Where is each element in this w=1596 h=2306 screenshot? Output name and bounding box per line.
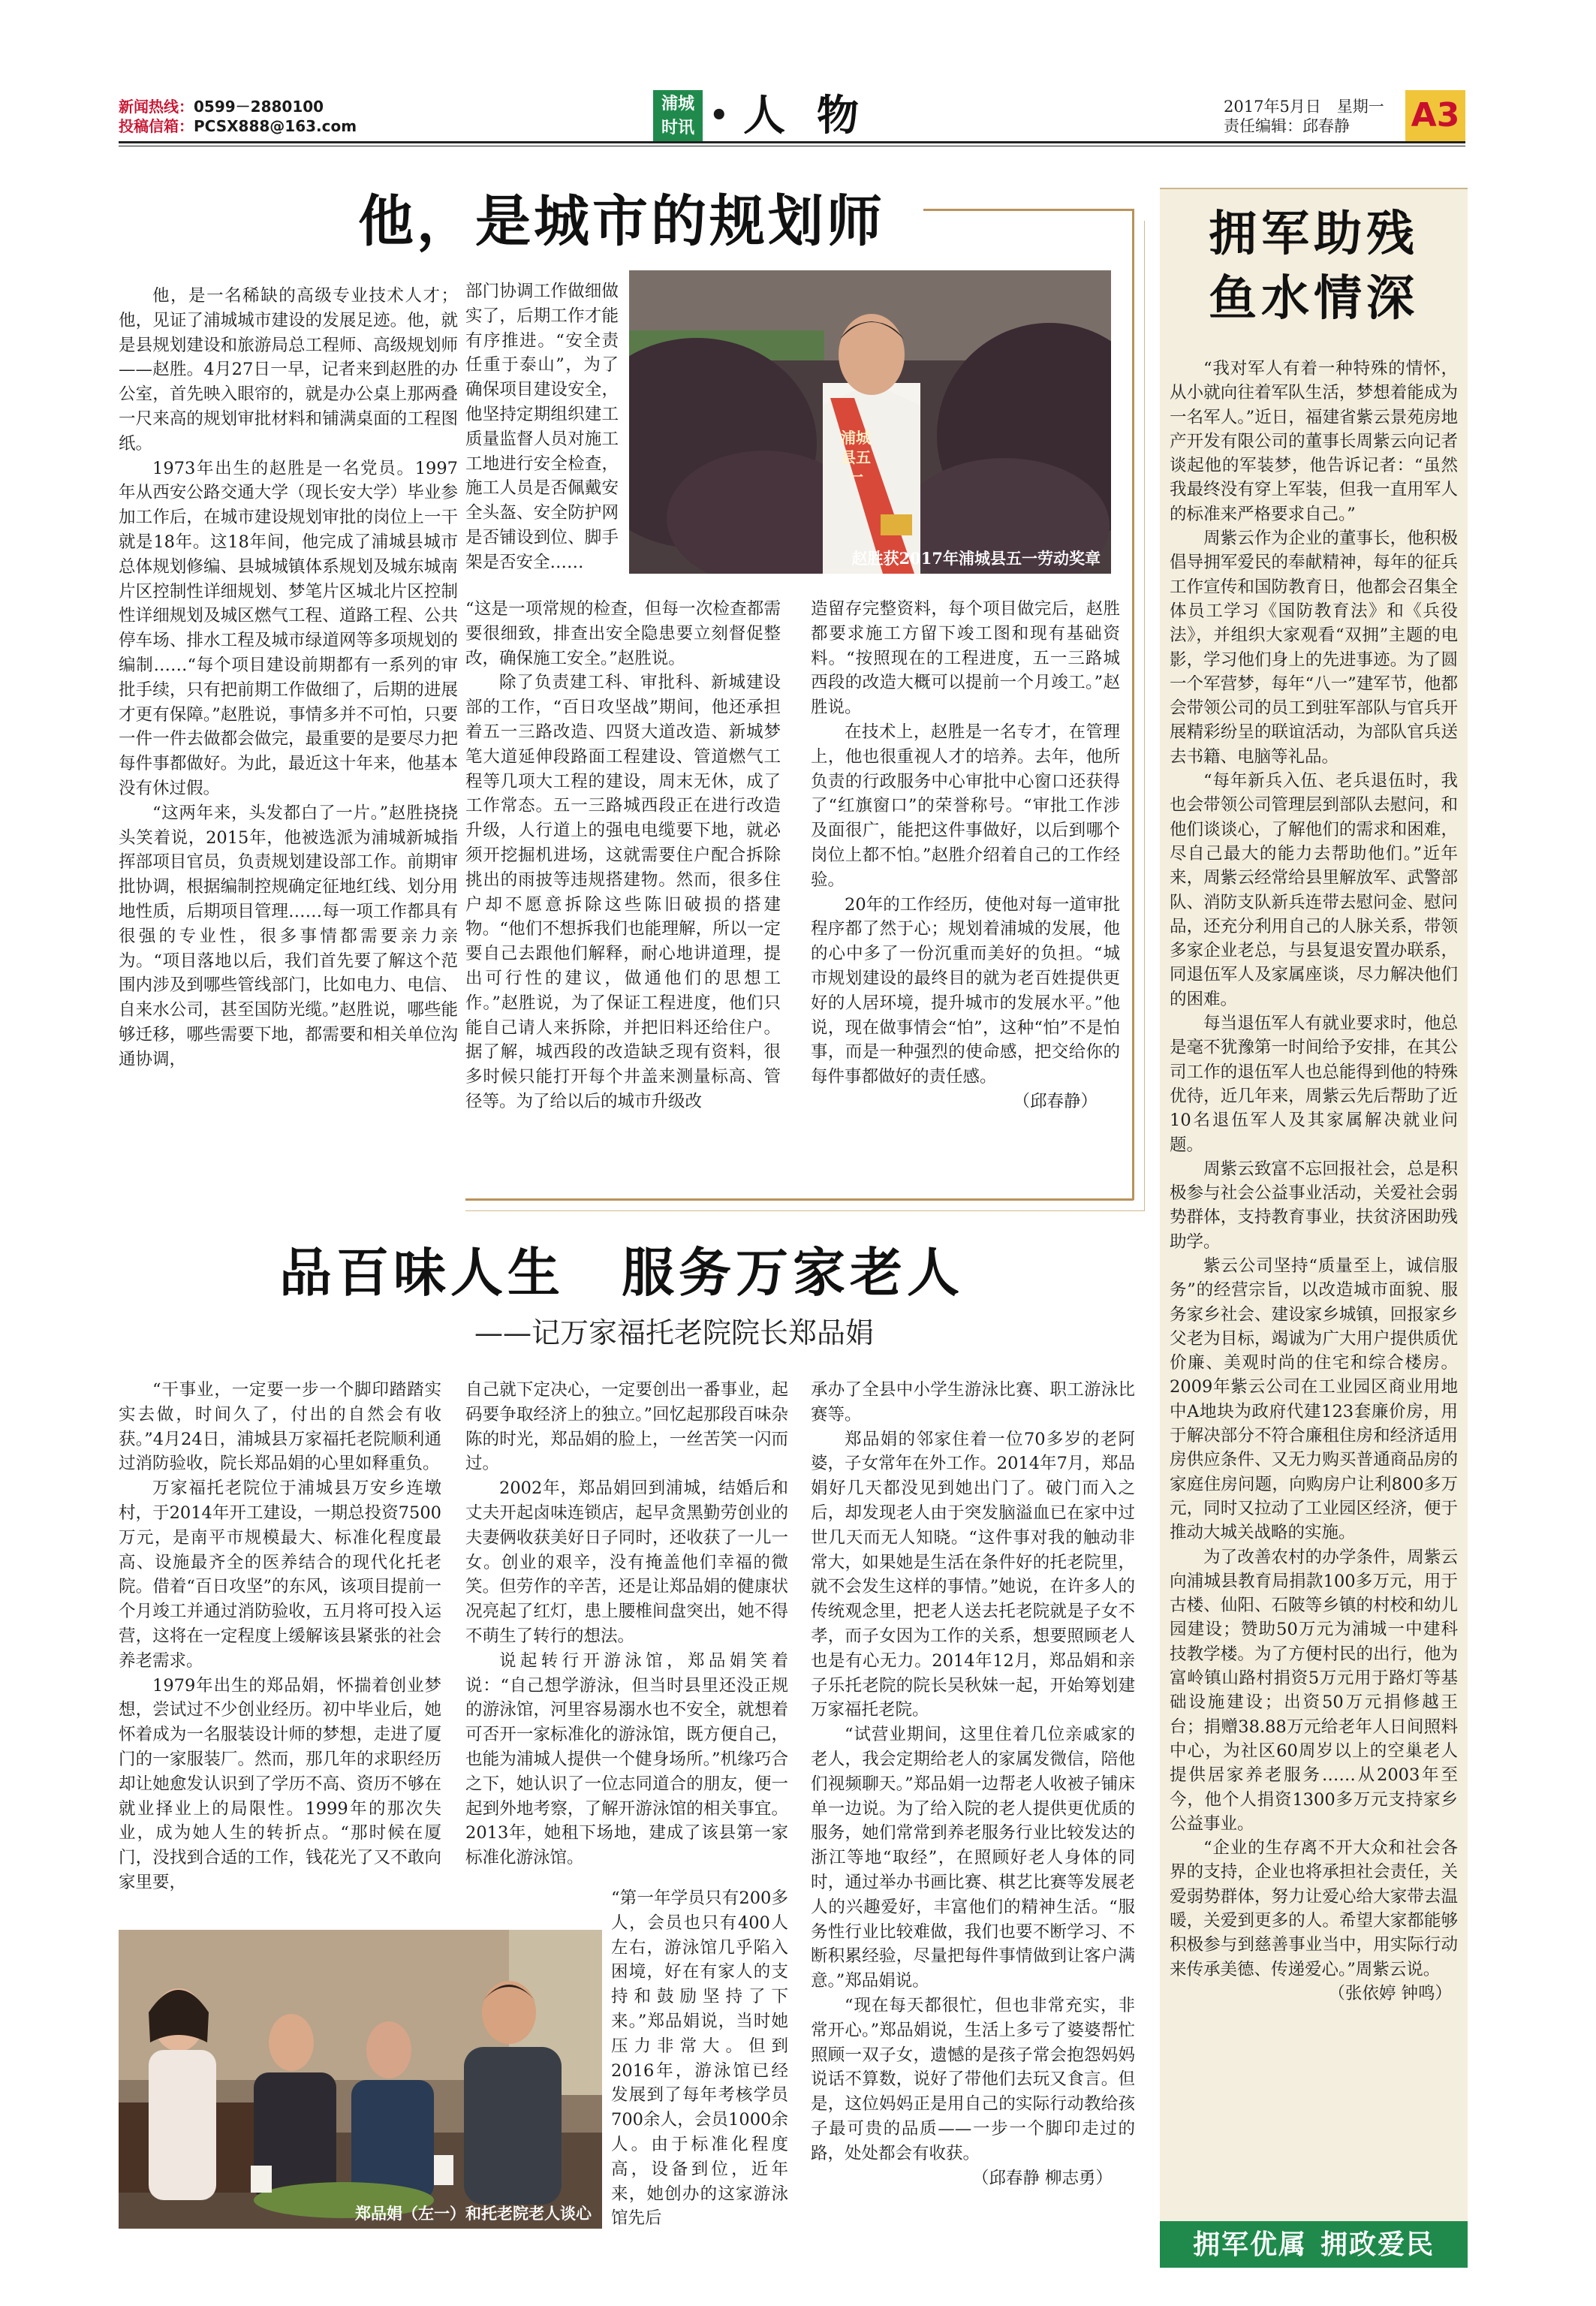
portrait-photo-zhao-sheng	[629, 270, 1111, 574]
slogan-right: 拥政爱民	[1320, 2229, 1435, 2260]
paragraph: 他，是一名稀缺的高级专业技术人才；他，见证了浦城城市建设的发展足迹。他，就是县规划建设和旅游局总工程师、高级规划师——赵胜。4月27日一早，记者来到赵胜的办公室，首先映入眼帘的，就是办公桌上那两叠一尺来高的规划审批材料和铺满桌面的工程图纸。	[119, 286, 458, 454]
group-photo-illustration	[119, 1930, 602, 2229]
sidebar-title-line-1: 拥军助残	[1209, 206, 1419, 262]
paragraph: 周紫云作为企业的董事长，他积极倡导拥军爱民的奉献精神，每年的征兵工作宣传和国防教育日，他都会召集全体员工学习《国防教育法》和《兵役法》，并组织大家观看“双拥”主题的电影，学习他们身上的先进事迹。为了圆一个军营梦，每年“八一”建军节，他都会带领公司的员工到驻军部队与官兵开展精彩纷呈的联谊活动，为部队官兵送去书籍、电脑等礼品。	[1170, 529, 1458, 767]
paragraph: “第一年学员只有200多人，会员也只有400人左右，游泳馆几乎陷入困境，好在有家人的支持和鼓励坚持了下来。”郑品娟说，当时她压力非常大。但到2016年，游泳馆已经发展到了每年考核学员700余人，会员1000余人。由于标准化程度高，设备到位，近年来，她创办的这家游泳馆先后	[611, 1889, 788, 2229]
paragraph: “试营业期间，这里住着几位亲戚家的老人，我会定期给老人的家属发微信，陪他们视频聊天。”郑品娟一边帮老人收被子铺床单一边说。为了给入院的老人提供更优质的服务，她们常常到养老服务行业比较发达的浙江等地“取经”，在照顾好老人身体的同时，通过举办书画比赛、棋艺比赛等发展老人的兴趣爱好，丰富他们的精神生活。“服务性行业比较难做，我们也要不断学习、不断积累经验，尽量把每件事情做到让客户满意。”郑品娟说。	[811, 1725, 1135, 1991]
paragraph: “企业的生存离不开大众和社会各界的支持，企业也将承担社会责任，关爱弱势群体，努力让爱心给大家带去温暖，关爱到更多的人。希望大家都能够积极参与到慈善事业当中，用实际行动来传承美德、传递爱心。”周紫云说。	[1170, 1838, 1458, 1979]
article2-subtitle: ——记万家福托老院院长郑品娟	[474, 1316, 874, 1349]
paragraph: “现在每天都很忙，但也非常充实，非常开心。”郑品娟说，生活上多亏了婆婆帮忙照顾一双子女，遗憾的是孩子常会抱怨妈妈说话不算数，说好了带他们去玩又食言。但是，这位妈妈正是用自己的实际行动教给孩子最可贵的品质——一步一个脚印走过的路，处处都会有收获。	[811, 1995, 1135, 2163]
article1-frame-right-thin	[1144, 221, 1145, 1210]
article1-column-2-top	[465, 279, 619, 575]
paragraph: 自己就下定决心，一定要创出一番事业，起码要争取经济上的独立。”回忆起那段百味杂陈的时光，郑品娟的脸上，一丝苦笑一闪而过。	[465, 1380, 788, 1474]
paragraph: 为了改善农村的办学条件，周紫云向浦城县教育局捐款100多万元，用于古楼、仙阳、石陂等乡镇的村校和幼儿园建设；赞助50万元为浦城一中建科技教学楼。为了方便村民的出行，他为富岭镇山路村捐资5万元用于路灯等基础设施建设；出资50万元捐修越王台；捐赠38.88万元给老年人日间照料中心，为社区60周岁以上的空巢老人提供居家养老服务……从2003年至今，他个人捐资1300多万元支持家乡公益事业。	[1170, 1547, 1458, 1834]
paragraph: 1973年出生的赵胜是一名党员。1997年从西安公路交通大学（现长安大学）毕业参加工作后，在城市建设规划审批的岗位上一干就是18年。这18年间，他完成了浦城县城市总体规划修编、县城城镇体系规划及城东城南片区控制性详细规划、梦笔片区城北片区控制性详细规划及城区燃气工程、道路工程、公共停车场、排水工程及城市绿道网等多项规划的编制……“每个项目建设前期都有一系列的审批手续，只有把前期工作做细了，后期的进展才更有保障。”赵胜说，事情多并不可怕，只要一件一件去做都会做完，最重要的是要尽力把每件事都做好。为此，最近这十年来，他基本没有休过假。	[119, 458, 458, 798]
sidebar-slogan-banner	[1160, 2221, 1468, 2268]
photo-caption-nursing-home: 郑品娟（左一）和托老院老人谈心	[355, 2204, 592, 2223]
paragraph: 每当退伍军人有就业要求时，他总是毫不犹豫第一时间给予安排，在其公司工作的退伍军人也总能得到他的特殊优待，近几年来，周紫云先后帮助了近10名退伍军人及其家属解决就业问题。	[1170, 1014, 1458, 1155]
paragraph: “这两年来，头发都白了一片。”赵胜挠挠头笑着说，2015年，他被选派为浦城新城指挥部项目官员，负责规划建设部工作。前期审批协调，根据编制控规确定征地红线、划分用地性质，后期项目管理……每一项工作都具有很强的专业性，很多事情都需要亲力亲为。“项目落地以后，我们首先要了解这个范围内涉及到哪些管线部门，比如电力、电信、自来水公司，甚至国防光缆。”赵胜说，哪些能够迁移，哪些需要下地，都需要和相关单位沟通协调，	[119, 803, 458, 1069]
paragraph: 部门协调工作做细做实了，后期工作才能有序推进。“安全责任重于泰山”，为了确保项目建设安全，他坚持定期组织建工质量监督人员对施工工地进行安全检查，施工人员是否佩戴安全头盔、安全防护网是否铺设到位、脚手架是否安全……	[465, 282, 619, 572]
article1-column-2-bottom	[465, 597, 781, 1114]
paragraph: 1979年出生的郑品娟，怀揣着创业梦想，尝试过不少创业经历。初中毕业后，她怀着成为一名服装设计师的梦想，走进了厦门的一家服装厂。然而，那几年的求职经历却让她愈发认识到了学历不高、资历不够在就业择业上的局限性。1999年的那次失业，成为她人生的转折点。“那时候在厦门，没找到合适的工作，钱花光了又不敢向家里要，	[119, 1675, 441, 1892]
news-hotline	[119, 96, 324, 117]
paragraph: 20年的工作经历，使他对每一道审批程序都了然于心；规划着浦城的发展，他的心中多了一份沉重而美好的负担。“城市规划建设的最终目的就为老百姓提供更好的人居环境，提升城市的发展水平。”他说，现在做事情会“怕”，这种“怕”不是怕事，而是一种强烈的使命感，把交给你的每件事都做好的责任感。	[811, 894, 1120, 1087]
section-title: 人物	[743, 91, 890, 140]
article1-author: （邱春静）	[1013, 1091, 1098, 1111]
article2-column-3	[811, 1378, 1135, 2190]
paragraph: 2002年，郑品娟回到浦城，结婚后和丈夫开起卤味连锁店，起早贪黑勤劳创业的夫妻俩收获美好日子同时，还收获了一儿一女。创业的艰辛，没有掩盖他们幸福的微笑。但劳作的辛苦，还是让郑品娟的健康状况亮起了红灯，患上腰椎间盘突出，她不得不萌生了转行的想法。	[465, 1479, 788, 1646]
header-dot: •	[709, 98, 729, 133]
responsible-editor: 责任编辑：邱春静	[1224, 117, 1350, 135]
article1-column-3	[811, 597, 1120, 1114]
slogan-left: 拥军优属	[1192, 2229, 1307, 2260]
paragraph: 万家福托老院位于浦城县万安乡连墩村，于2014年开工建设，一期总投资7500万元，是南平市规模最大、标准化程度最高、设施最齐全的医养结合的现代化托老院。借着“百日攻坚”的东风，该项目提前一个月竣工并通过消防验收，五月将可投入运营，这将在一定程度上缓解该县紧张的社会养老需求。	[119, 1479, 441, 1671]
issue-date: 2017年5月日 星期一	[1224, 98, 1384, 116]
paragraph: 在技术上，赵胜是一名专才，在管理上，他也很重视人才的培养。去年，他所负责的行政服务中心审批中心窗口还获得了“红旗窗口”的荣誉称号。“审批工作涉及面很广，能把这件事做好，以后到哪个岗位上都不怕。”赵胜介绍着自己的工作经验。	[811, 722, 1120, 890]
photo-nursing-home-chat	[119, 1930, 602, 2229]
article1-frame-bottom-thin	[465, 1210, 1145, 1211]
newspaper-logo	[653, 90, 703, 143]
paragraph: 造留存完整资料，每个项目做完后，赵胜都要求施工方留下竣工图和现有基础资料。“按照现在的工程进度，五一三路城西段的改造大概可以提前一个月竣工。”赵胜说。	[811, 599, 1120, 718]
sidebar-body	[1170, 357, 1458, 2006]
paragraph: 紫云公司坚持“质量至上，诚信服务”的经营宗旨，以改造城市面貌、服务家乡社会、建设家乡城镇，回报家乡父老为目标，竭诚为广大用户提供质优价廉、美观时尚的住宅和综合楼房。2009年紫云公司在工业园区商业用地中A地块为政府代建123套廉价房，用于解决部分不符合廉租住房和经济适用房供应条件、又无力购买普通商品房的家庭住房问题，向购房户让利800多万元，同时又拉动了工业园区经济，便于推动大城关战略的实施。	[1170, 1255, 1458, 1543]
paragraph: 周紫云致富不忘回报社会，总是积极参与社会公益事业活动，关爱社会弱势群体，支持教育事业，扶贫济困助残助学。	[1170, 1159, 1458, 1252]
email-label: 投稿信箱：	[119, 117, 194, 135]
article2-column-1	[119, 1378, 441, 1895]
paragraph: “每年新兵入伍、老兵退伍时，我也会带领公司管理层到部队去慰问，和他们谈谈心，了解他们的需求和困难，尽自己最大的能力去帮助他们。”近年来，周紫云经常给县里解放军、武警部队、消防支队新兵连带去慰问金、慰问品，还充分利用自己的人脉关系，带领多家企业老总，与县复退安置办联系，同退伍军人及家属座谈，尽力解决他们的困难。	[1170, 771, 1458, 1009]
article1-column-1	[119, 284, 458, 1072]
paragraph: “我对军人有着一种特殊的情怀，从小就向往着军队生活，梦想着能成为一名军人。”近日，福建省紫云景苑房地产开发有限公司的董事长周紫云向记者谈起他的军装梦，他告诉记者：“虽然我最终没有穿上军装，但我一直用军人的标准来严格要求自己。”	[1170, 359, 1458, 524]
portrait-illustration	[629, 270, 1111, 574]
article2-headline: 品百味人生 服务万家老人	[279, 1241, 964, 1304]
hotline-number: 0599－2880100	[194, 98, 324, 116]
paragraph: 承办了全县中小学生游泳比赛、职工游泳比赛等。	[811, 1380, 1135, 1424]
article1-frame-right	[1132, 209, 1134, 1200]
logo-bottom-text: 时讯	[661, 118, 694, 137]
article2-author: （邱春静 柳志勇）	[971, 2168, 1113, 2188]
paragraph: “这是一项常规的检查，但每一次检查都需要很细致，排查出安全隐患要立刻督促整改，确保施工安全。”赵胜说。	[465, 599, 781, 668]
header-rule	[119, 141, 1465, 143]
award-sash-text: 浦城县五一	[841, 429, 871, 486]
article2-column-2-top	[465, 1378, 788, 1870]
article1-frame-bottom	[465, 1198, 1134, 1201]
paragraph: 说起转行开游泳馆，郑品娟笑着说：“自己想学游泳，但当时县里还没正规的游泳馆，河里容易溺水也不安全，就想着可否开一家标准化的游泳馆，既方便自己，也能为浦城人提供一个健身场所。”机缘巧合之下，她认识了一位志同道合的朋友，便一起到外地考察，了解开游泳馆的相关事宜。2013年，她租下场地，建成了该县第一家标准化游泳馆。	[465, 1650, 788, 1868]
submission-email	[119, 116, 357, 137]
paragraph: 除了负责建工科、审批科、新城建设部的工作，“百日攻坚战”期间，他还承担着五一三路改造、四贤大道改造、新城梦笔大道延伸段路面工程建设、管道燃气工程等几项大工程的建设，周末无休，成了工作常态。五一三路城西段正在进行改造升级，人行道上的强电电缆要下地，就必须开挖掘机进场，这就需要住户配合拆除挑出的雨披等违规搭建物。然而，很多住户却不愿意拆除这些陈旧破损的搭建物。“他们不想拆我们也能理解，所以一定要自己去跟他们解释，耐心地讲道理，提出可行性的建议，做通他们的思想工作。”赵胜说，为了保证工程进度，他们只能自己请人来拆除，并把旧料还给住户。据了解，城西段的改造缺乏现有资料，很多时候只能打开每个井盖来测量标高、管径等。为了给以后的城市升级改	[465, 673, 781, 1111]
article2-column-2-bottom	[611, 1886, 788, 2231]
sidebar-title-line-2: 鱼水情深	[1209, 270, 1419, 327]
paragraph: 郑品娟的邻家住着一位70多岁的老阿婆，子女常年在外工作。2014年7月，郑品娟好几天都没见到她出门了。破门而入之后，却发现老人由于突发脑溢血已在家中过世几天而无人知晓。“这件事对我的触动非常大，如果她是生活在条件好的托老院里，就不会发生这样的事情。”她说，在许多人的传统观念里，把老人送去托老院就是子女不孝，而子女因为工作的关系，想要照顾老人也是有心无力。2014年12月，郑品娟和亲子乐托老院的院长吴秋妹一起，开始筹划建万家福托老院。	[811, 1429, 1135, 1720]
photo-caption-award: 赵胜获2017年浦城县五一劳动奖章	[851, 549, 1101, 568]
paragraph: “干事业，一定要一步一个脚印踏踏实实去做，时间久了，付出的自然会有收获。”4月24日，浦城县万家福托老院顺利通过消防验收，院长郑品娟的心里如释重负。	[119, 1380, 441, 1474]
logo-top-text: 浦城	[661, 94, 694, 113]
email-address: PCSX888@163.com	[194, 117, 357, 135]
sidebar-author: （张依婷 钟鸣）	[1328, 1983, 1452, 2003]
hotline-label: 新闻热线：	[119, 98, 194, 116]
article1-headline: 他，是城市的规划师	[358, 189, 885, 254]
page-number: A3	[1405, 90, 1465, 141]
